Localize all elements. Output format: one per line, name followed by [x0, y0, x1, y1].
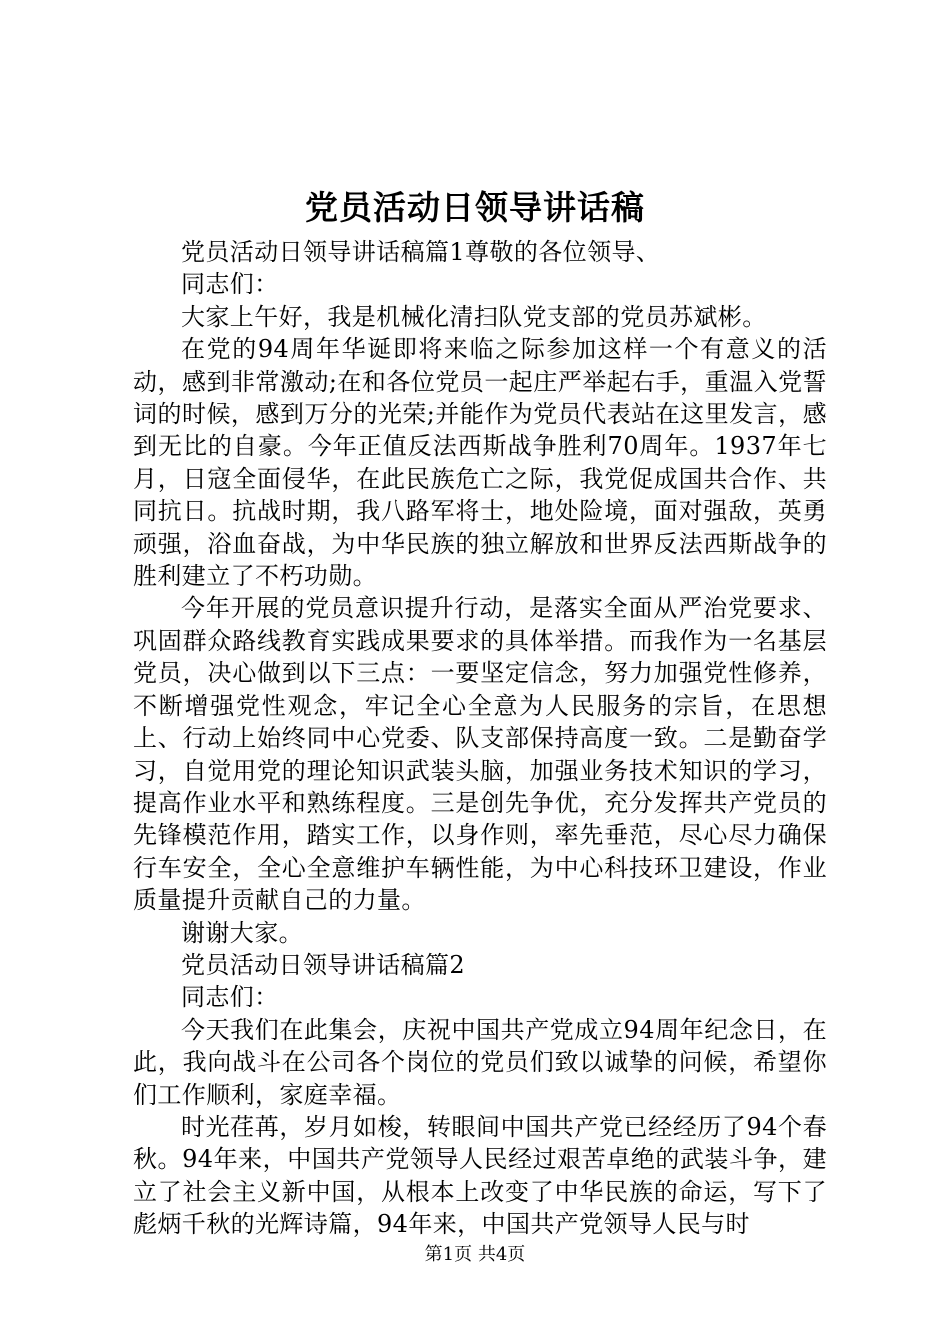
paragraph-8: 同志们：: [181, 983, 279, 1012]
document-title: 党员活动日领导讲话稿: [305, 188, 645, 227]
paragraph-5: 今年开展的党员意识提升行动，是落实全面从严治党要求、巩固群众路线教育实践成果要求的具体举措。而我作为一名基层党员，决心做到以下三点：一要坚定信念，努力加强党性修养，不断增强党性观念，牢记全心全意为人民服务的宗旨，在思想上、行动上始终同中心党委、队支部保持高度一致。二是勤奋学习，自觉用党的理论知识武装头脑，加强业务技术知识的学习，提高作业水平和熟练程度。三是创先争优，充分发挥共产党员的先锋模范作用，踏实工作，以身作则，率先垂范，尽心尽力确保行车安全，全心全意维护车辆性能，为中心科技环卫建设，作业质量提升贡献自己的力量。: [133, 594, 827, 915]
paragraph-4: 在党的94周年华诞即将来临之际参加这样一个有意义的活动，感到非常激动;在和各位党员一起庄严举起右手，重温入党誓词的时候，感到万分的光荣;并能作为党员代表站在这里发言，感到无比的自豪。今年正值反法西斯战争胜利70周年。1937年七月，日寇全面侵华，在此民族危亡之际，我党促成国共合作、共同抗日。抗战时期，我八路军将士，地处险境，面对强敌，英勇顽强，浴血奋战，为中华民族的独立解放和世界反法西斯战争的胜利建立了不朽功勋。: [133, 335, 827, 591]
paragraph-2: 同志们：: [181, 270, 279, 299]
paragraph-10: 时光荏苒，岁月如梭，转眼间中国共产党已经经历了94个春秋。94年来，中国共产党领导人民经过艰苦卓绝的武装斗争，建立了社会主义新中国，从根本上改变了中华民族的命运，写下了彪炳千秋的光辉诗篇，94年来，中国共产党领导人民与时: [133, 1112, 827, 1239]
document-body: [133, 236, 827, 1241]
paragraph-7: 党员活动日领导讲话稿篇2: [181, 950, 466, 979]
paragraph-9: 今天我们在此集会，庆祝中国共产党成立94周年纪念日，在此，我向战斗在公司各个岗位的党员们致以诚挚的问候，希望你们工作顺利，家庭幸福。: [133, 1015, 827, 1109]
paragraph-1: 党员活动日领导讲话稿篇1尊敬的各位领导、: [181, 238, 661, 266]
paragraph-3: 大家上午好，我是机械化清扫队党支部的党员苏斌彬。: [181, 302, 767, 331]
paragraph-6: 谢谢大家。: [181, 918, 303, 947]
page-footer: 第1页 共4页: [424, 1244, 526, 1265]
